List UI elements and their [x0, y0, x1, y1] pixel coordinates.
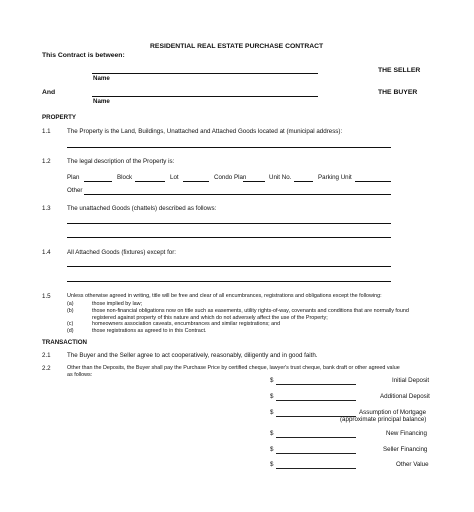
initial-deposit-field[interactable] — [276, 384, 356, 385]
additional-deposit-field[interactable] — [276, 400, 356, 401]
additional-deposit-label: Additional Deposit — [380, 393, 430, 400]
seller-name-line[interactable] — [92, 73, 318, 74]
fixtures-line-2[interactable] — [67, 281, 391, 282]
lot-label: Lot — [170, 174, 179, 181]
buyer-name-line[interactable] — [92, 96, 318, 97]
clause-c-text: homeowners association caveats, encumbrances and similar registrations; and — [92, 321, 281, 327]
transaction-heading: TRANSACTION — [42, 339, 88, 346]
mortgage-currency: $ — [270, 409, 274, 416]
section-1-4-text: All Attached Goods (fixtures) except for: — [67, 249, 177, 256]
parking-unit-label: Parking Unit — [318, 174, 352, 181]
buyer-label: THE BUYER — [378, 89, 418, 96]
other-field[interactable] — [84, 194, 391, 195]
document-title: RESIDENTIAL REAL ESTATE PURCHASE CONTRACT — [150, 43, 324, 50]
unit-no-label: Unit No. — [269, 174, 292, 181]
section-2-1-text: The Buyer and the Seller agree to act cooperatively, reasonably, diligently and in good faith. — [67, 352, 318, 359]
initial-deposit-currency: $ — [270, 377, 274, 384]
other-label: Other — [67, 187, 83, 194]
contract-between-label: This Contract is between: — [42, 52, 125, 59]
clause-a-letter: (a) — [67, 301, 74, 307]
section-1-2-number: 1.2 — [42, 158, 51, 165]
clause-c-letter: (c) — [67, 321, 74, 327]
condo-plan-label: Condo Plan — [214, 174, 247, 181]
assumption-of-mortgage-label: Assumption of Mortgage — [359, 409, 427, 416]
clause-b-continuation: registered against property of this nature and which do not adversely affect the use of the Property; — [92, 315, 328, 321]
lot-field[interactable] — [183, 181, 209, 182]
other-value-label: Other Value — [396, 461, 429, 468]
section-1-1-text: The Property is the Land, Buildings, Unattached and Attached Goods located at (municipal address): — [67, 128, 343, 135]
condo-plan-field[interactable] — [243, 181, 265, 182]
block-field[interactable] — [135, 181, 165, 182]
and-label: And — [42, 89, 56, 96]
section-1-3-number: 1.3 — [42, 205, 51, 212]
fixtures-line-1[interactable] — [67, 266, 391, 267]
address-line[interactable] — [67, 147, 391, 148]
clause-d-letter: (d) — [67, 328, 74, 334]
section-1-3-text: The unattached Goods (chattels) described as follows: — [67, 205, 217, 212]
section-1-1-number: 1.1 — [42, 128, 51, 135]
section-1-4-number: 1.4 — [42, 249, 51, 256]
seller-name-label: Name — [93, 75, 110, 82]
section-2-2-number: 2.2 — [42, 365, 51, 372]
section-2-2-text: Other than the Deposits, the Buyer shall pay the Purchase Price by certified cheque, lawyer's trust cheque, bank draft or other agreed value — [67, 365, 400, 371]
seller-financing-currency: $ — [270, 446, 274, 453]
new-financing-currency: $ — [270, 430, 274, 437]
buyer-name-label: Name — [93, 98, 110, 105]
clause-a-text: those implied by law; — [92, 301, 143, 307]
seller-label: THE SELLER — [378, 67, 421, 74]
new-financing-label: New Financing — [386, 430, 427, 437]
section-2-1-number: 2.1 — [42, 352, 51, 359]
section-2-2-text-continued: as follows: — [67, 372, 93, 378]
plan-field[interactable] — [84, 181, 112, 182]
clause-b-letter: (b) — [67, 308, 74, 314]
clause-b-text: those non-financial obligations now on title such as easements, utility rights-of-way, covenants and conditions that are normally found — [92, 308, 409, 314]
initial-deposit-label: Initial Deposit — [392, 377, 430, 384]
section-1-5-intro: Unless otherwise agreed in writing, title will be free and clear of all encumbrances, registrations and obligations except the following: — [67, 293, 382, 299]
parking-unit-field[interactable] — [355, 181, 391, 182]
chattels-line-2[interactable] — [67, 237, 391, 238]
plan-label: Plan — [67, 174, 80, 181]
block-label: Block — [117, 174, 133, 181]
unit-no-field[interactable] — [294, 181, 313, 182]
chattels-line-1[interactable] — [67, 223, 391, 224]
additional-deposit-currency: $ — [270, 393, 274, 400]
other-value-field[interactable] — [276, 468, 356, 469]
seller-financing-label: Seller Financing — [383, 446, 428, 453]
clause-d-text: those registrations as agreed to in this Contract. — [92, 328, 207, 334]
seller-financing-field[interactable] — [276, 453, 356, 454]
mortgage-note: (approximate principal balance) — [340, 416, 427, 423]
section-1-2-text: The legal description of the Property is: — [67, 158, 175, 165]
property-heading: PROPERTY — [42, 114, 77, 121]
other-value-currency: $ — [270, 461, 274, 468]
new-financing-field[interactable] — [276, 437, 356, 438]
section-1-5-number: 1.5 — [42, 293, 51, 300]
